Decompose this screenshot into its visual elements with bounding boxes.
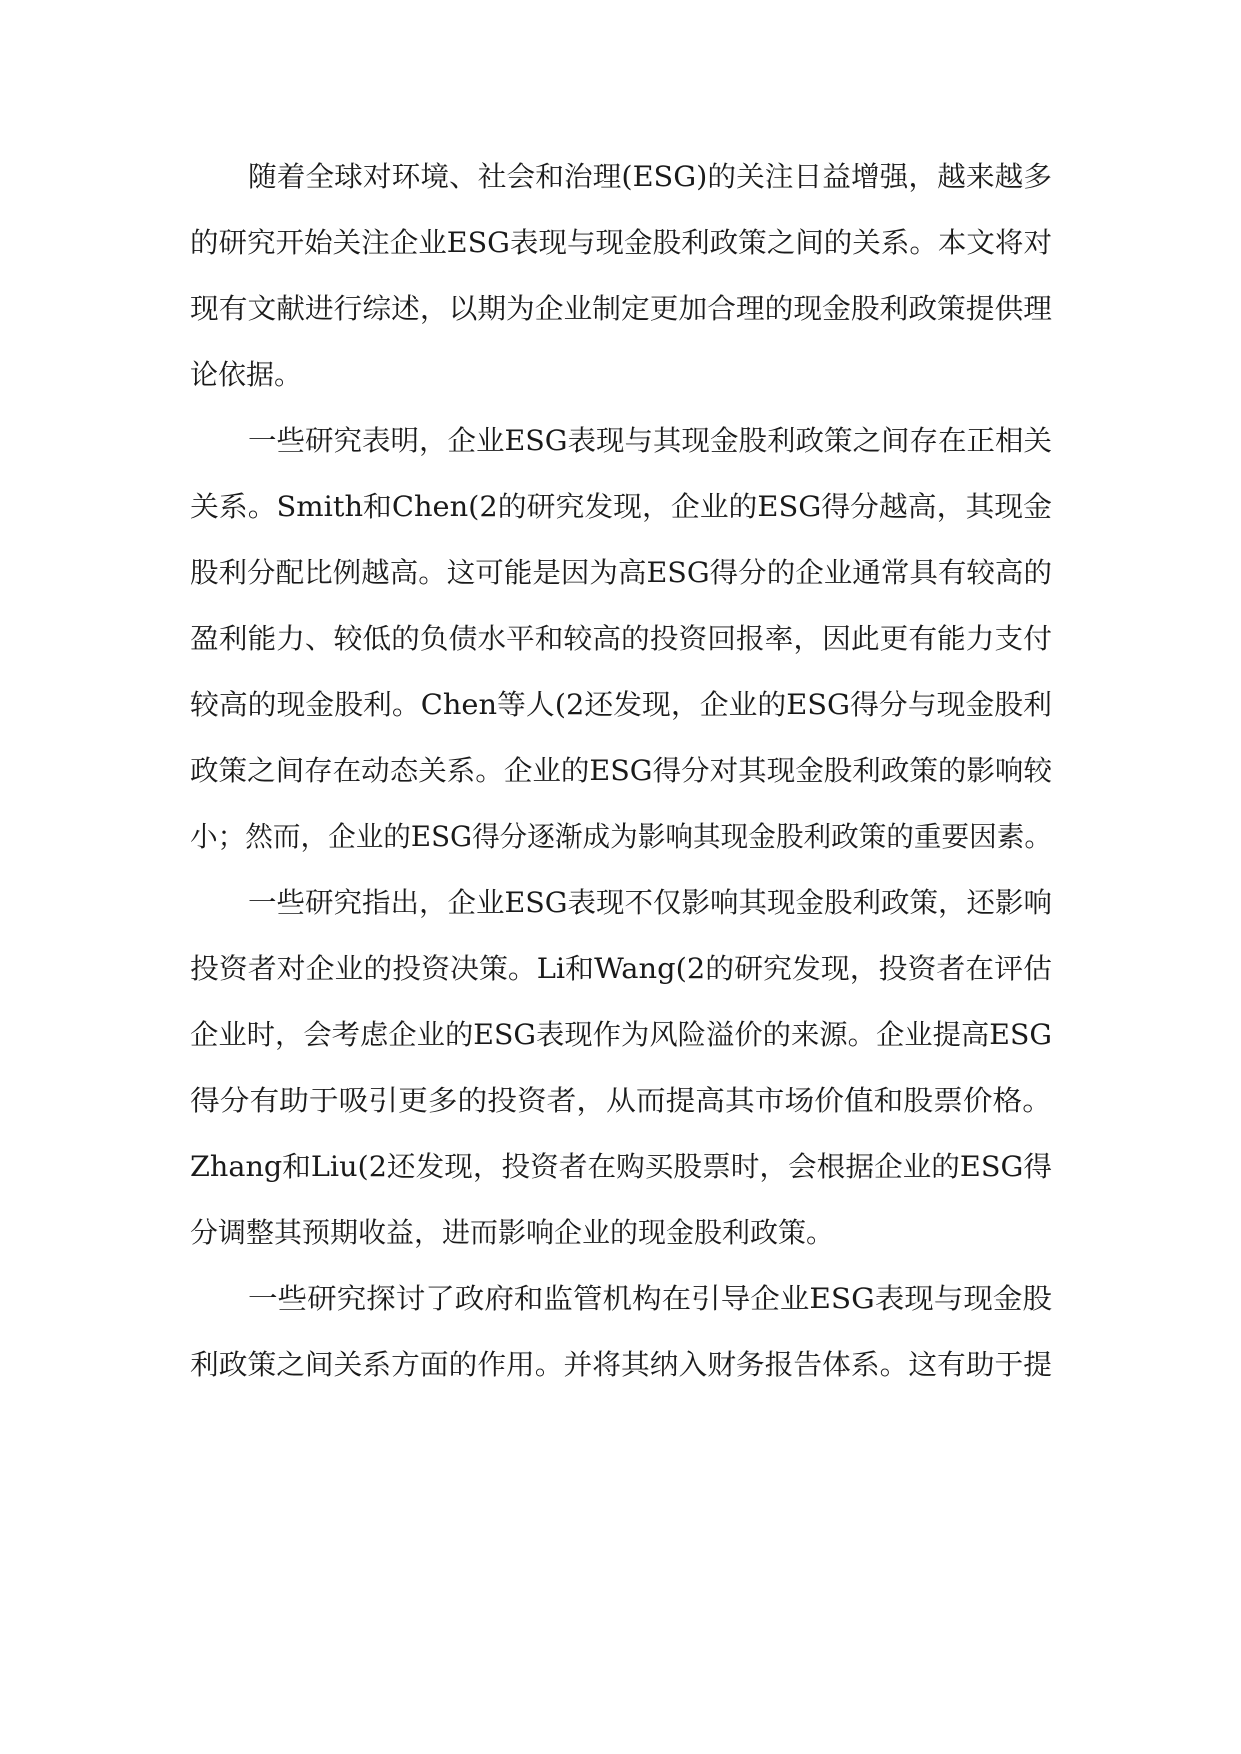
text-line: [190, 1266, 1052, 1332]
text-line: [190, 1134, 1052, 1200]
text-line-content: 一些研究指出，企业ESG表现不仅影响其现金股利政策，还影响: [248, 886, 1052, 919]
paragraph: [190, 1266, 1052, 1398]
paragraph: [190, 408, 1052, 870]
text-line-content: 的研究开始关注企业ESG表现与现金股利政策之间的关系。本文将对: [190, 226, 1052, 259]
text-line: [190, 474, 1052, 540]
text-line: [190, 1200, 1052, 1266]
text-line-content: 利政策之间关系方面的作用。并将其纳入财务报告体系。这有助于提: [190, 1348, 1052, 1381]
text-line: [190, 936, 1052, 1002]
text-line-content: 投资者对企业的投资决策。Li和Wang(2的研究发现，投资者在评估: [190, 952, 1052, 985]
text-line: [190, 408, 1052, 474]
text-line: [190, 342, 1052, 408]
text-line-content: 较高的现金股利。Chen等人(2还发现，企业的ESG得分与现金股利: [190, 688, 1052, 721]
text-line: [190, 870, 1052, 936]
text-line-content: 股利分配比例越高。这可能是因为高ESG得分的企业通常具有较高的: [190, 556, 1052, 589]
text-line: [190, 276, 1052, 342]
text-line-content: 企业时，会考虑企业的ESG表现作为风险溢价的来源。企业提高ESG: [190, 1018, 1052, 1051]
text-line-content: 现有文献进行综述，以期为企业制定更加合理的现金股利政策提供理: [190, 292, 1052, 325]
text-line: [190, 1002, 1052, 1068]
paragraph: [190, 870, 1052, 1266]
text-line: [190, 606, 1052, 672]
text-line: [190, 738, 1052, 804]
text-line-content: 关系。Smith和Chen(2的研究发现，企业的ESG得分越高，其现金: [190, 490, 1052, 523]
text-line-content: 政策之间存在动态关系。企业的ESG得分对其现金股利政策的影响较: [190, 754, 1052, 787]
text-line-content: 分调整其预期收益，进而影响企业的现金股利政策。: [190, 1216, 835, 1249]
text-line-content: 盈利能力、较低的负债水平和较高的投资回报率，因此更有能力支付: [190, 622, 1052, 655]
text-line: [190, 144, 1052, 210]
text-line-content: 论依据。: [190, 358, 303, 391]
text-line: [190, 1068, 1052, 1134]
text-line: [190, 1332, 1052, 1398]
text-line-content: 一些研究表明，企业ESG表现与其现金股利政策之间存在正相关: [248, 424, 1052, 457]
text-line: [190, 672, 1052, 738]
text-line-content: 一些研究探讨了政府和监管机构在引导企业ESG表现与现金股: [248, 1282, 1052, 1315]
text-line-content: Zhang和Liu(2还发现，投资者在购买股票时，会根据企业的ESG得: [190, 1150, 1052, 1183]
paragraph: [190, 144, 1052, 408]
text-line-content: 小；然而，企业的ESG得分逐渐成为影响其现金股利政策的重要因素。: [190, 820, 1052, 853]
text-line: [190, 210, 1052, 276]
text-line-content: 得分有助于吸引更多的投资者，从而提高其市场价值和股票价格。: [190, 1084, 1052, 1117]
text-line-content: 随着全球对环境、社会和治理(ESG)的关注日益增强，越来越多: [248, 160, 1052, 193]
text-line: [190, 540, 1052, 606]
body-text: [190, 144, 1052, 1398]
text-line: [190, 804, 1052, 870]
